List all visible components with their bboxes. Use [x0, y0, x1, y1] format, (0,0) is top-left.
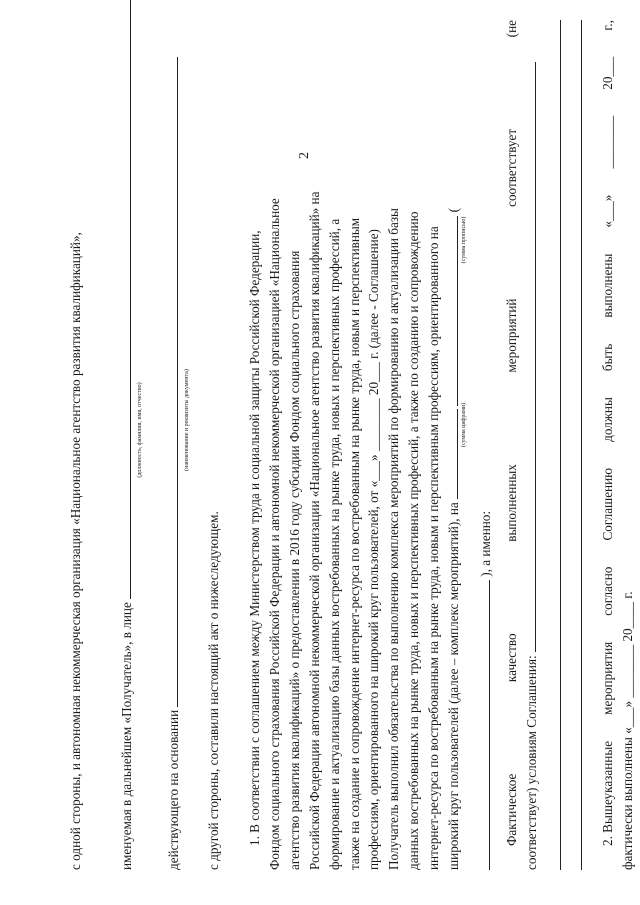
basis-caption: (наименование и реквизиты документа) [184, 369, 190, 471]
page-number: 2 [297, 152, 312, 159]
clause-1: 1. В соответствии с соглашением между Министерством труда и социальной защиты Российской Федерации, Фондом социального страхования Российской Федерации и автономной некоммерческой организацией «Национальное агентство развития квалификаций» о предоставлении в 2016 году субсидии Фондом социального страхования Российской Федерации автономной некоммерческой организации «Национальное агентство развития квалификаций» на формирование и актуализацию базы данных востребованных на рынке труда, новых и перспективных профессий, а также на создание и сопровождение интернет-ресурса по востребованным на рынке труда, новым и перспективным профессиям, ориентированного на широкий круг пользователей, от «___» ________ 20___ г. (далее - Соглашение) Получатель выполнил обязательства по выполнению комплекса мероприятий по формированию и актуализации базы данных востребованных на рынке труда, новых и перспективных профессий, а также по созданию и сопровождению интернет-ресурса по востребованным на рынке труда, новым и перспективным профессиям, ориентированного на широкий круг пользователей (далее – комплекс мероприятий), на ( (сумма цифрами) (сумма прописью) ), а именно: [245, 20, 496, 870]
clause-2 [598, 20, 638, 870]
clause-1-line: данных востребованных на рынке труда, новых и перспективных профессий, а также по созданию и сопровождению [406, 211, 422, 870]
clause-1-line: Получатель выполнил обязательства по выполнению комплекса мероприятий по формированию и актуализации базы [386, 208, 402, 870]
recipient-line [117, 20, 137, 870]
clause-2-word: должны [600, 397, 615, 442]
clause-1-line: Фондом социального страхования Российской Федерации и автономной некоммерческой организацией «Национальное [266, 198, 282, 870]
clause-1-line: профессиям, ориентированного на широкий круг пользователей, от «___» ________ 20___ г. (далее - Соглашение) [366, 229, 382, 870]
clause-2-word: 20___ [600, 56, 615, 90]
quality-word: выполненных [504, 464, 519, 542]
clause-2-word: согласно [600, 566, 615, 616]
clause-1-line: также на создание и сопровождение интернет-ресурса по востребованным на рынке труда, новым и перспективным [346, 217, 362, 870]
recipient-name-field[interactable] [130, 0, 131, 599]
amount-words-field[interactable] [457, 216, 458, 406]
clause-2-word: 2. Вышеуказанные [600, 740, 615, 846]
quality-tail: соответствует) условиям Соглашения: [523, 655, 539, 870]
quality-word: качество [504, 633, 519, 683]
document-body [66, 20, 635, 870]
clause-1-line: Российской Федерации автономной некоммерческой организации «Национальное агентство развития квалификаций» на [306, 191, 322, 870]
quality-word: мероприятий [504, 298, 519, 373]
clause-2-word: выполнены [600, 253, 615, 318]
recipient-prefix: именуемая в дальнейшем «Получатель», в лице [119, 602, 134, 870]
amount-words-continuation-field[interactable] [489, 580, 490, 870]
clause-2-word: мероприятия [600, 641, 615, 715]
quality-description-field[interactable] [560, 20, 561, 870]
party-one-line: с одной стороны, и автономная некоммерческая организация «Национальное агентство развития квалификаций», [68, 232, 83, 870]
quality-description-field[interactable] [581, 20, 582, 870]
basis-document-field[interactable] [177, 57, 178, 707]
clause-1-line: формирование и актуализацию базы данных востребованных на рынке труда, новых и перспективных профессий, а [326, 218, 342, 870]
clause-1-line: 1. В соответствии с соглашением между Министерством труда и социальной защиты Российской Федерации, [247, 230, 262, 846]
clause-2-word: Соглашению [600, 467, 615, 541]
clause-2-word: ________ [600, 115, 615, 169]
quality-word: (не [504, 20, 519, 38]
clause-2-word: «___» [600, 194, 615, 228]
namely-text: ), а именно: [477, 510, 493, 577]
clause-2-word: г., [600, 20, 615, 31]
clause-1-line: агентство развития квалификаций» о предоставлении в 2016 году субсидии Фондом социального страхования [286, 250, 302, 870]
clause-1-line: широкий круг пользователей (далее – комплекс мероприятий), на [446, 502, 462, 870]
quality-block [502, 20, 582, 870]
amount-digits-caption: (сумма цифрами) [460, 402, 467, 448]
quality-word: соответствует [504, 128, 519, 207]
amount-words-caption: (сумма прописью) [460, 216, 467, 264]
recipient-caption: (должность, фамилия, имя, отчество) [137, 382, 143, 478]
amount-digits-field[interactable] [457, 409, 458, 499]
basis-line [164, 20, 184, 870]
other-party-line: с другой стороны, составили настоящий акт о нижеследующем. [206, 511, 221, 870]
quality-description-field[interactable] [535, 62, 536, 652]
quality-word: Фактическое [504, 773, 519, 846]
clause-1-line: интернет-ресурса по востребованным на рынке труда, новым и перспективным профессиям, ориентированного на [426, 226, 442, 870]
clause-2-word: быть [600, 343, 615, 372]
clause-2-line-2: фактически выполнены «___» ________ 20____ г. [619, 591, 635, 870]
basis-prefix: действующего на основании [166, 709, 181, 870]
